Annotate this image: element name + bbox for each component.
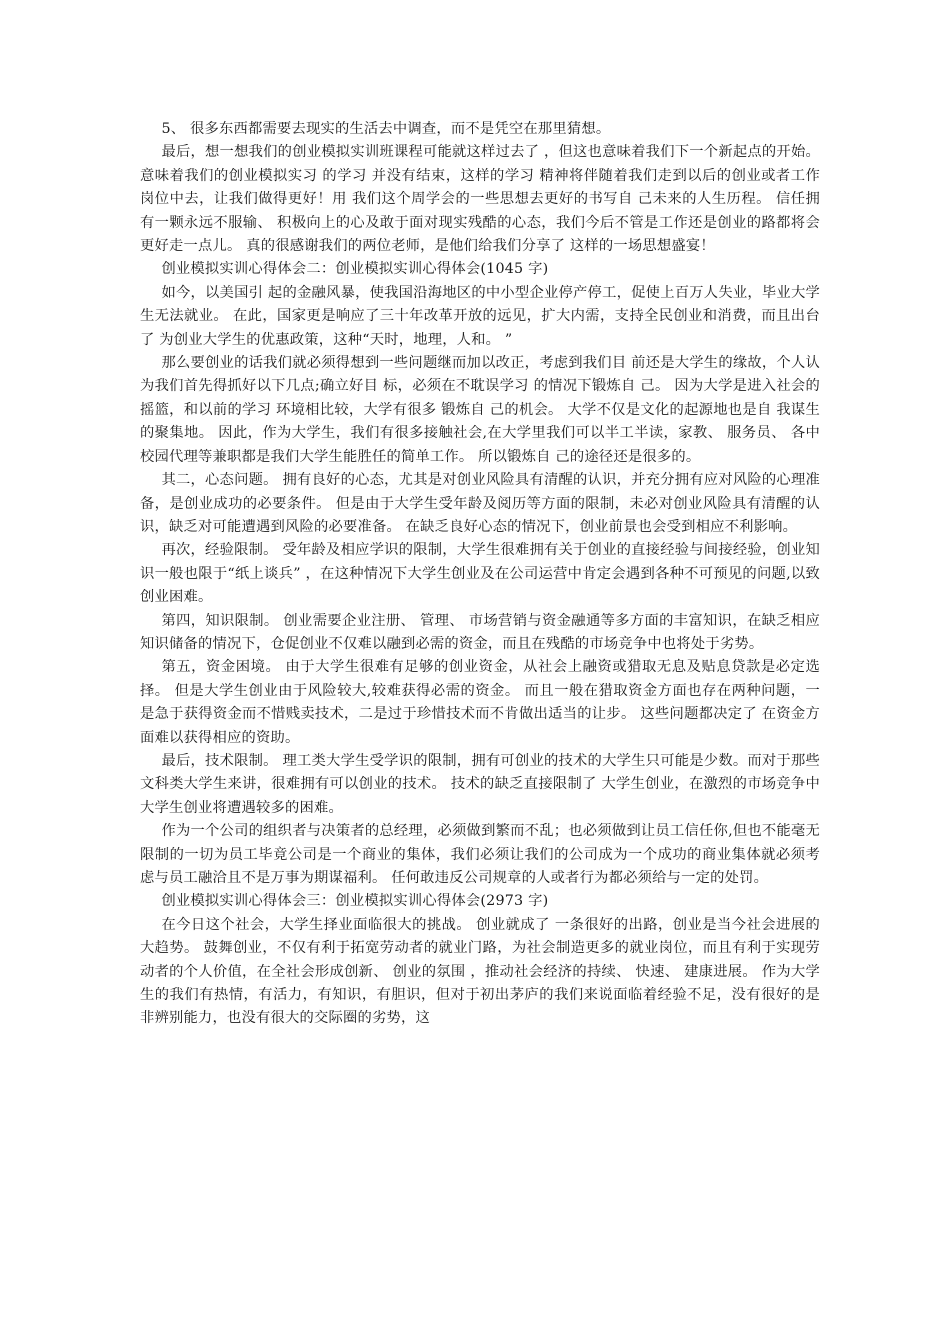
paragraph-intro-two: 如今，以美国引 起的金融风暴，使我国沿海地区的中小型企业停产停工，促使上百万人失业，毕业大学生无法就业。 在此，国家更是响应了三十年改革开放的远见，扩大内需，支持全民创业和消费，而且出台了 为创业大学生的优惠政策，这种“天时，地理，人和。 ” (140, 284, 820, 348)
paragraph-goal: 那么要创业的话我们就必须得想到一些问题继而加以改正，考虑到我们目 前还是大学生的缘故，个人认为我们首先得抓好以下几点;确立好目 标，必须在不耽误学习 的情况下锻炼自 己。 因为大学是进入社会的摇篮，和以前的学习 环境相比较，大学有很多 锻炼自 己的机会。 大学不仅是文化的起源地也是自 我谋生的聚集地。 因此，作为大学生，我们有很多接触社会,在大学里我们可以半工半读，家教、 服务员、 各中校园代理等兼职都是我们大学生能胜任的简单工作。 所以锻炼自 己的途径还是很多的。 (140, 355, 820, 465)
section-heading-three: 创业模拟实训心得体会三：创业模拟实训心得体会(2973 字) (161, 893, 549, 910)
paragraph-funding: 第五，资金困境。 由于大学生很难有足够的创业资金，从社会上融资或猎取无息及贴息贷款是必定选择。 但是大学生创业由于风险较大,较难获得必需的资金。 而且一般在猎取资金方面也存在两种问题，一是急于获得资金而不惜贱卖技术，二是过于珍惜技术而不肯做出适当的让步。 这些问题都决定了 在资金方面难以获得相应的资助。 (140, 659, 820, 746)
paragraph-mindset: 其二，心态问题。 拥有良好的心态，尤其是对创业风险具有清醒的认识，并充分拥有应对风险的心理准备，是创业成功的必要条件。 但是由于大学生受年龄及阅历等方面的限制，未必对创业风险具有清醒的认识，缺乏对可能遭遇到风险的必要准备。 在缺乏良好心态的情况下，创业前景也会受到相应不利影响。 (140, 472, 820, 535)
paragraph-conclusion: 最后，想一想我们的创业模拟实训班课程可能就这样过去了 ，但这也意味着我们下一个新起点的开始。 意味着我们的创业模拟实习 的学习 并没有结束，这样的学习 精神将伴随着我们走到以后的创业或者工作岗位中去，让我们做得更好！用 我们这个周学会的一些思想去更好的书写自 己未来的人生历程。 信任拥有一颗永远不服输、 积极向上的心及敢于面对现实残酷的心态，我们今后不管是工作还是创业的路都将会更好走一点儿。 真的很感谢我们的两位老师，是他们给我们分享了 这样的一场思想盛宴！ (140, 144, 820, 255)
paragraph-technology: 最后，技术限制。 理工类大学生受学识的限制，拥有可创业的技术的大学生只可能是少数。而对于那些文科类大学生来讲，很难拥有可以创业的技术。 技术的缺乏直接限制了 大学生创业，在激烈的市场竞争中大学生创业将遭遇较多的困难。 (140, 752, 820, 816)
document-body (140, 118, 820, 1031)
paragraph-manager: 作为一个公司的组织者与决策者的总经理，必须做到繁而不乱；也必须做到让员工信任你,但也不能毫无限制的一切为员工毕竟公司是一个商业的集体，我们必须让我们的公司成为一个成功的商业集体就必须考虑与员工融洽且不是万事为期谋福利。 任何敢违反公司规章的人或者行为都必须给与一定的处罚。 (140, 823, 820, 886)
paragraph-item-5: 5、 很多东西都需要去现实的生活去中调查，而不是凭空在那里猜想。 (161, 121, 611, 137)
paragraph-knowledge: 第四，知识限制。 创业需要企业注册、 管理、 市场营销与资金融通等多方面的丰富知识，在缺乏相应知识储备的情况下，仓促创业不仅难以融到必需的资金，而且在残酷的市场竞争中也将处于劣势。 (140, 612, 820, 652)
paragraph-experience: 再次，经验限制。 受年龄及相应学识的限制，大学生很难拥有关于创业的直接经验与间接经验，创业知识一般也限于“纸上谈兵” ，在这种情况下大学生创业及在公司运营中肯定会遇到各种不可预见的问题,以致创业困难。 (140, 542, 820, 606)
section-heading-two: 创业模拟实训心得体会二：创业模拟实训心得体会(1045 字) (161, 261, 549, 278)
paragraph-intro-three: 在今日这个社会，大学生择业面临很大的挑战。 创业就成了 一条很好的出路，创业是当今社会进展的大趋势。 鼓舞创业，不仅有利于拓宽劳动者的就业门路，为社会制造更多的就业岗位，而且有利于实现劳动者的个人价值，在全社会形成创新、 创业的氛围 ，推动社会经济的持续、 快速、 建康进展。 作为大学生的我们有热情，有活力，有知识，有胆识，但对于初出茅庐的我们来说面临着经验不足，没有很好的是非辨别能力，也没有很大的交际圈的劣势，这 (140, 916, 820, 1027)
